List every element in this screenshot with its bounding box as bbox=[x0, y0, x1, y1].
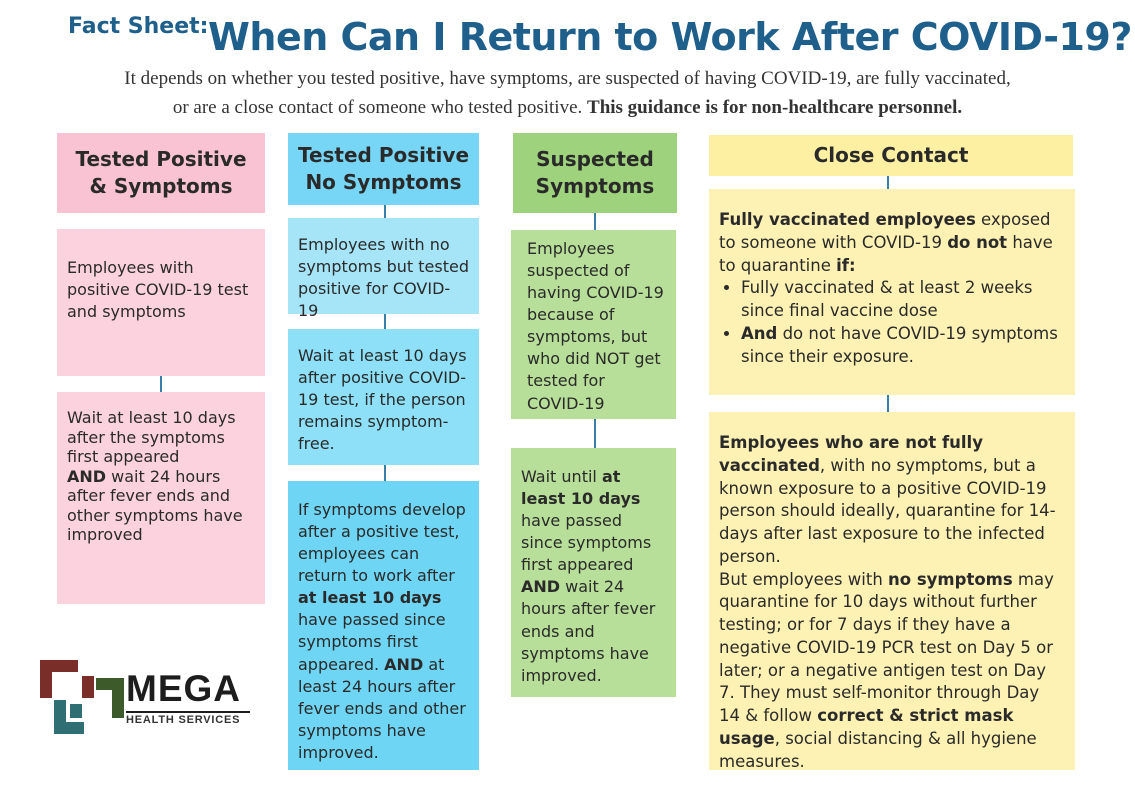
guidance-text: have passed since symptoms first appeared. bbox=[298, 610, 446, 674]
list-item: • Fully vaccinated & at least 2 weeks since final vaccine dose bbox=[741, 277, 1065, 323]
close-contact-unvaccinated bbox=[709, 412, 1075, 770]
intro-guidance-note: This guidance is for non-healthcare personnel. bbox=[587, 97, 963, 118]
connector-line bbox=[384, 205, 386, 218]
cross-logo-icon bbox=[40, 660, 126, 736]
column-header-close-contact: Close Contact bbox=[709, 135, 1073, 176]
guidance-text: wait 24 hours after fever ends and other symptoms have improved bbox=[67, 466, 243, 545]
connector-line bbox=[594, 213, 596, 230]
column-header-positive-symptoms bbox=[57, 133, 265, 213]
guidance-text: Wait at least 10 days after the symptoms first appeared bbox=[67, 408, 236, 467]
guidance-text: If symptoms develop after a positive test, employees can return to work after bbox=[298, 500, 466, 586]
and-emphasis: And bbox=[741, 323, 778, 343]
column-header-line: Suspected bbox=[536, 147, 654, 171]
positive-no-symptoms-guidance: Wait at least 10 days after positive COVID-19 test, if the person remains symptom-free. bbox=[288, 329, 479, 465]
and-emphasis: AND bbox=[67, 466, 107, 486]
guidance-text: Wait until bbox=[521, 467, 602, 486]
connector-line bbox=[887, 395, 889, 412]
positive-symptoms-guidance bbox=[57, 392, 265, 604]
and-emphasis: AND bbox=[521, 577, 561, 597]
guidance-text: , social distancing & all hygiene measures. bbox=[719, 728, 1037, 771]
connector-line bbox=[594, 419, 596, 448]
guidance-text: wait 24 hours after fever ends and symptoms have improved. bbox=[521, 577, 656, 685]
suspected-guidance bbox=[511, 448, 676, 697]
connector-line bbox=[384, 314, 386, 329]
guidance-text: may quarantine for 10 days without further testing; or for 7 days if they have a negative COVID-19 PCR test on Day 5 or later; or a negative antigen test on Day 7. They must self-monitor through Day 14 & follow bbox=[719, 569, 1054, 726]
intro-line-2 bbox=[40, 97, 1095, 119]
min-days-emphasis: at least 10 days bbox=[298, 588, 442, 608]
connector-line bbox=[887, 176, 889, 189]
logo-tagline: HEALTH SERVICES bbox=[126, 714, 241, 726]
list-item-text: do not have COVID-19 symptoms since their exposure. bbox=[741, 323, 1058, 366]
guidance-text: But employees with bbox=[719, 569, 889, 589]
column-header-line: No Symptoms bbox=[305, 170, 462, 194]
guidance-text: , with no symptoms, but a known exposure to a positive COVID-19 person should ideally, quarantine for 14-days after last exposure to the infected person. bbox=[719, 455, 1056, 566]
connector-line bbox=[160, 376, 162, 392]
logo-divider bbox=[126, 711, 250, 713]
do-not-emphasis: do not bbox=[947, 232, 1008, 252]
connector-line bbox=[384, 465, 386, 481]
column-header-positive-no-symptoms bbox=[288, 133, 479, 205]
and-emphasis: AND bbox=[384, 654, 424, 674]
no-symptoms-emphasis: no symptoms bbox=[888, 569, 1013, 589]
if-emphasis: if: bbox=[836, 255, 856, 275]
vaccinated-emphasis: Fully vaccinated employees bbox=[719, 210, 976, 229]
close-contact-vaccinated bbox=[709, 189, 1075, 395]
suspected-description: Employees suspected of having COVID-19 because of symptoms, but who did NOT get tested for COVID-19 bbox=[511, 230, 676, 419]
positive-no-symptoms-if-symptoms bbox=[288, 481, 479, 770]
column-header-line: Tested Positive bbox=[297, 143, 470, 167]
guidance-text: at least 24 hours after fever ends and other symptoms have improved. bbox=[298, 654, 466, 762]
logo-name: MEGA bbox=[126, 668, 241, 709]
column-header-suspected bbox=[513, 133, 677, 213]
column-header-line: Symptoms bbox=[535, 174, 655, 198]
list-item bbox=[741, 323, 1065, 369]
page-title: When Can I Return to Work After COVID-19? bbox=[208, 15, 1132, 59]
mega-health-logo bbox=[40, 660, 260, 740]
guidance-text: exposed to someone with COVID-19 bbox=[719, 210, 1051, 252]
intro-line-1: It depends on whether you tested positive, have symptoms, are suspected of having COVID-19, are fully vaccinated, bbox=[124, 68, 1011, 89]
column-header-line: Tested Positive bbox=[75, 147, 247, 171]
positive-symptoms-description: Employees with positive COVID-19 test and symptoms bbox=[57, 229, 265, 376]
positive-no-symptoms-description: Employees with no symptoms but tested positive for COVID-19 bbox=[288, 218, 479, 314]
column-header-line: & Symptoms bbox=[89, 174, 233, 198]
intro-line-2-text: or are a close contact of someone who tested positive. bbox=[172, 97, 588, 118]
mask-usage-emphasis: correct & strict mask usage bbox=[719, 706, 1014, 748]
min-days-emphasis: at least 10 days bbox=[521, 467, 641, 509]
guidance-text: have to quarantine bbox=[719, 232, 1053, 275]
unvaccinated-emphasis: Employees who are not fully vaccinated bbox=[719, 433, 983, 475]
fact-sheet-label: Fact Sheet: bbox=[68, 14, 209, 39]
guidance-text: have passed since symptoms first appeared bbox=[521, 511, 652, 575]
vaccinated-conditions-list bbox=[719, 277, 1065, 368]
